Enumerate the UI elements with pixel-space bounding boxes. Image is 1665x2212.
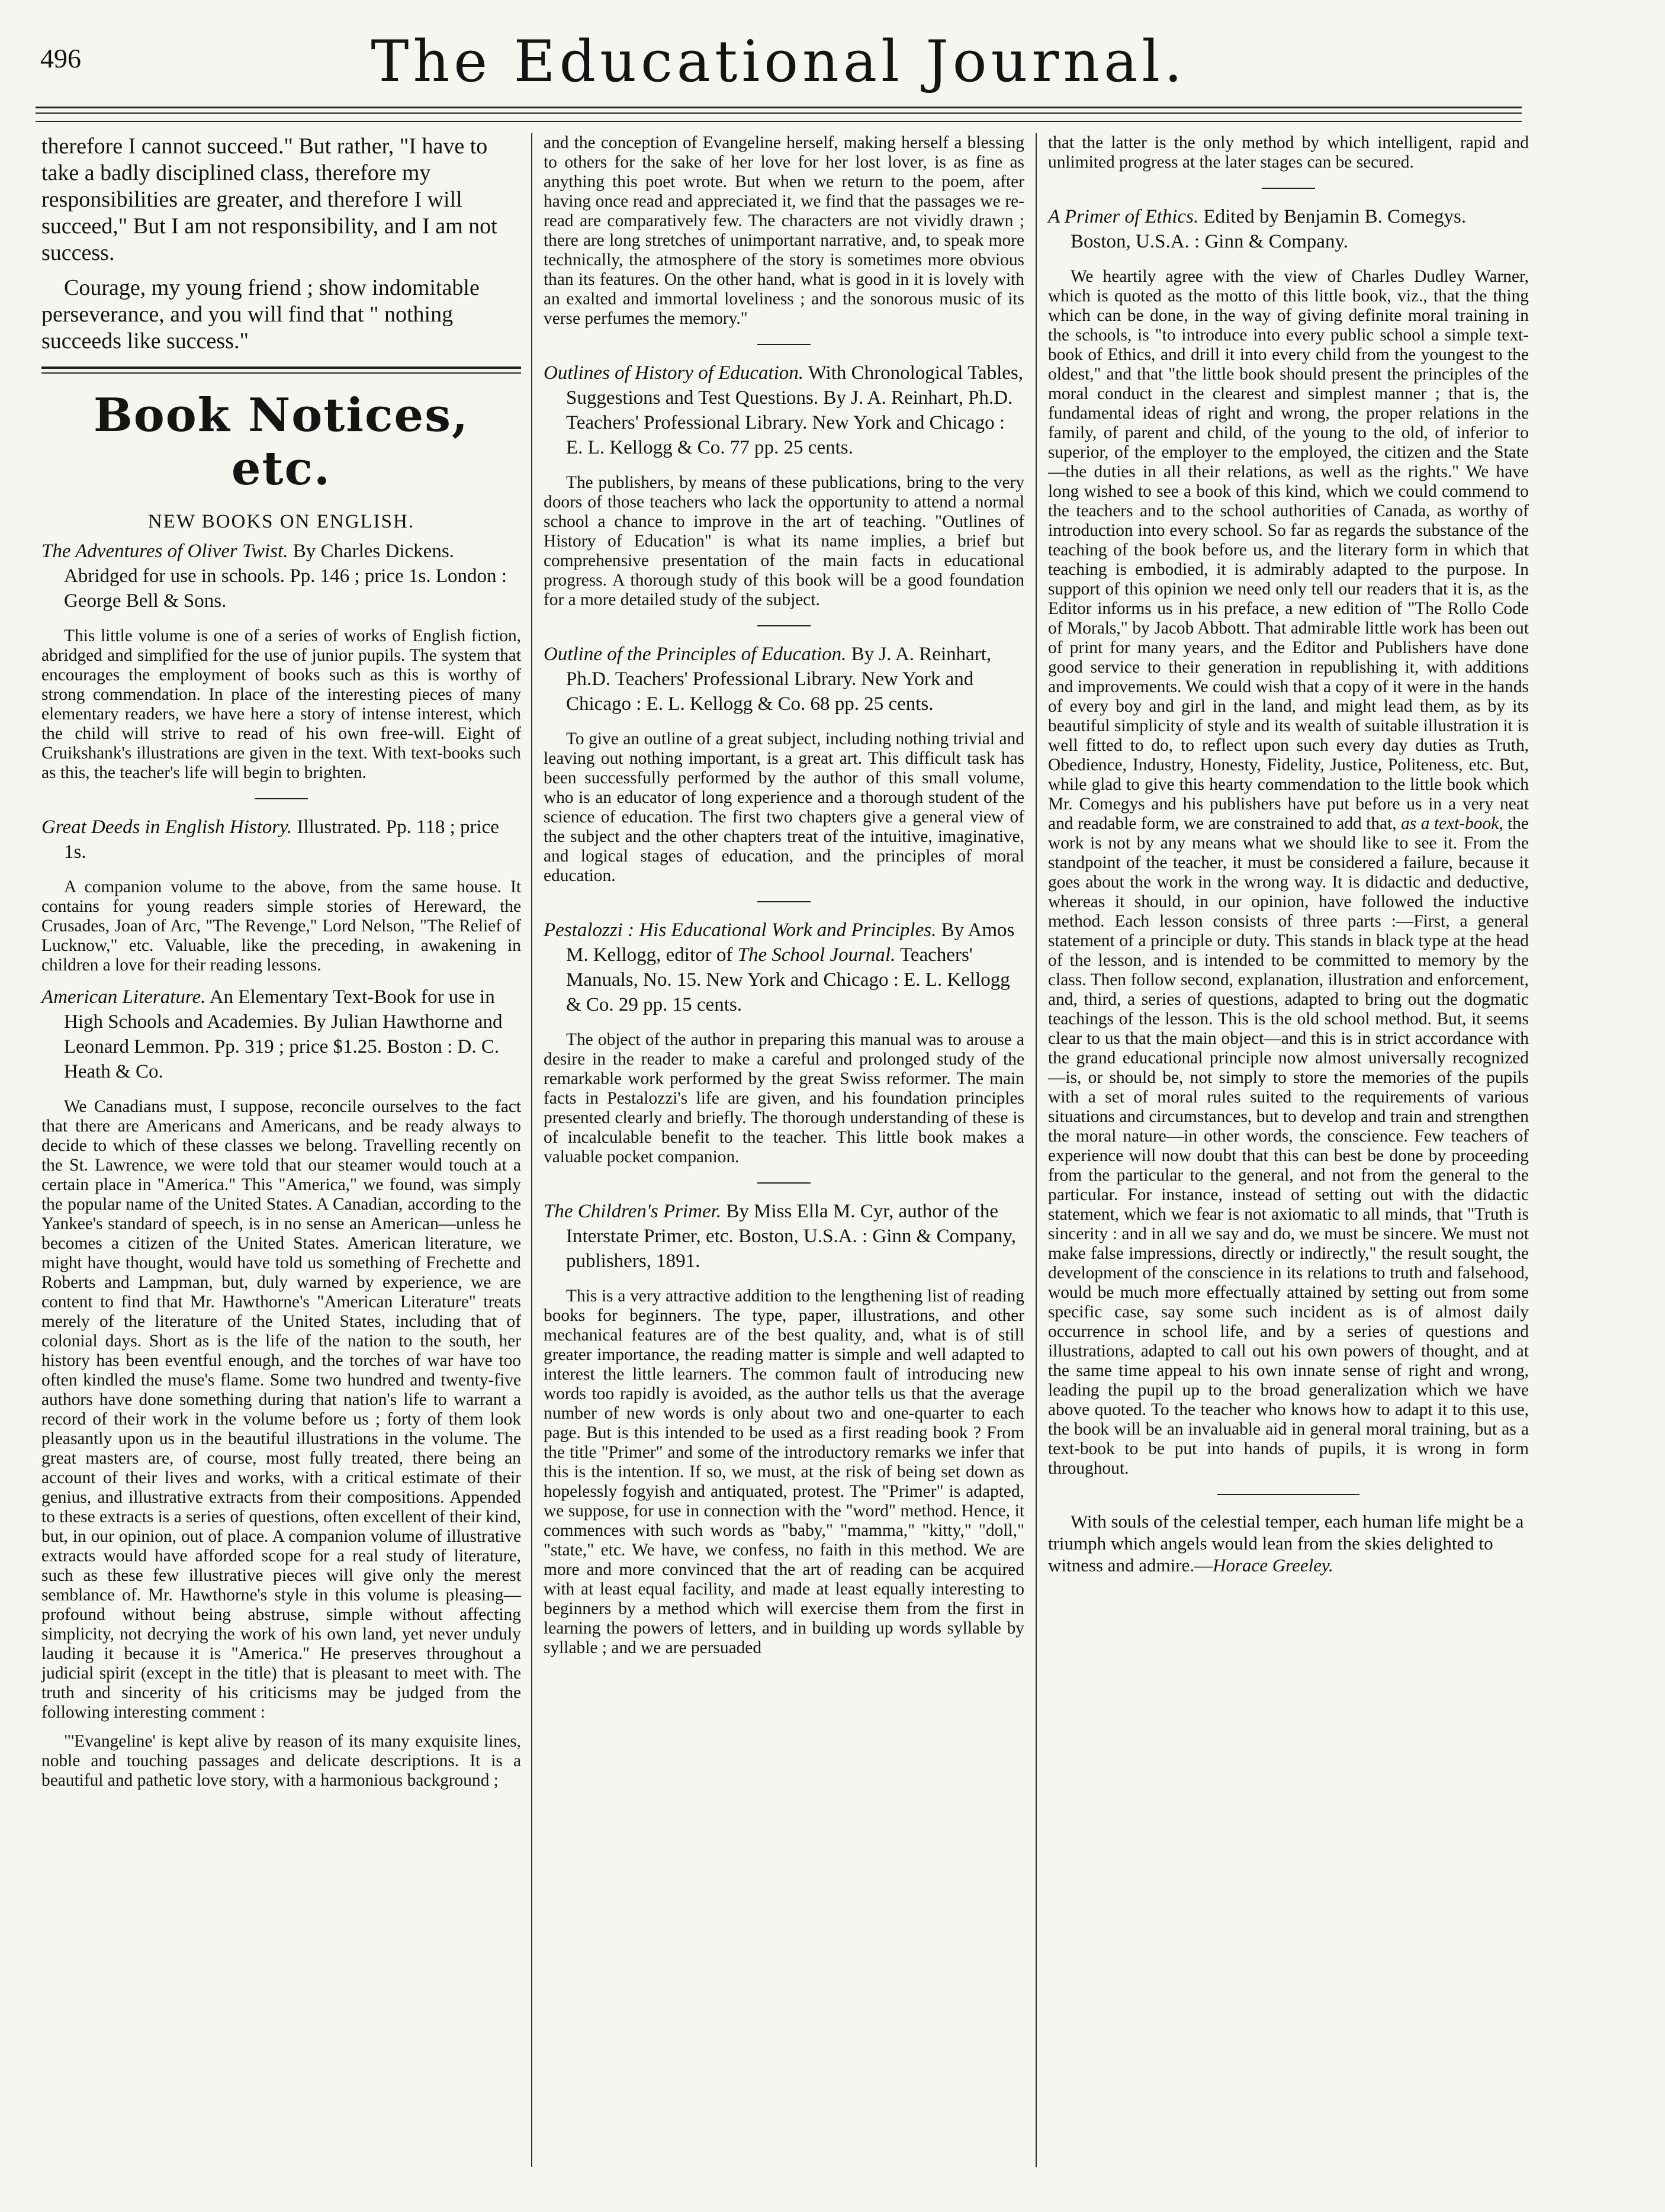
book-entry: [41, 539, 521, 613]
book-details: With Chronological Tables, Suggestions and Test Questions. By J. A. Reinhart, Ph.D. Teachers' Professional Library. New York and Chicago : E. L. Kellogg & Co. 77 pp. 25 cents.: [566, 362, 1023, 458]
review-paragraph: We Canadians must, I suppose, reconcile ourselves to the fact that there are Americans and Americans, and be ready always to decide to which of these classes we belong. Travelling recently on the St. Lawrence, we were told that our steamer would touch at a certain place in "America." This "America," we found, was simply the popular name of the United States. A Canadian, according to the Yankee's standard of speech, is in no sense an American—unless he becomes a citizen of the United States. American literature, we might have thought, would have told us something of Frechette and Roberts and Lampman, but, duly warned by experience, we are content to find that Mr. Hawthorne's "American Literature" treats merely of the literature of the United States, including that of colonial days. Short as is the life of the nation to the south, her history has been eventful enough, and the torches of war have too often kindled the muse's flame. Some two hundred and twenty-five authors have done something during that nation's life to warrant a record of their work in the volume before us ; forty of them look pleasantly upon us in the beautiful illustrations in the volume. The great masters are, of course, most fully treated, there being an account of their lives and works, with a critical estimate of their genius, and illustrative extracts from their compositions. Appended to these extracts is a series of questions, often excellent of their kind, but, in our opinion, out of place. A companion volume of illustrative extracts would have afforded scope for a real study of literature, such as these few illustrative pieces will give only the merest semblance of. Mr. Hawthorne's style in this volume is pleasing—profound without being abstruse, simple without affecting simplicity, not decrying the work of his own land, yet never unduly lauding it because it is "America." He preserves throughout a judicial spirit (except in the title) that is pleasant to meet with. The truth and sincerity of his criticisms may be judged from the following interesting comment :: [41, 1097, 521, 1722]
separator: [757, 1182, 811, 1184]
review-paragraph: This little volume is one of a series of works of English fiction, abridged and simplified for the use of junior pupils. The system that encourages the employment of books such as this is worthy of strong commendation. In place of the interesting pieces of many elementary readers, we have here a story of intense interest, which the child will strive to read of his own free-will. Eight of Cruikshank's illustrations are given in the text. With text-books such as this, the teacher's life will begin to brighten.: [41, 626, 521, 782]
book-entry: [41, 815, 521, 864]
separator: [1217, 1494, 1359, 1495]
book-details: By Amos M. Kellogg, editor of: [566, 919, 1015, 966]
book-details: By Charles Dickens. Abridged for use in schools. Pp. 146 ; price 1s. London : George Bell & Sons.: [64, 541, 507, 612]
header-rule-thin: [36, 112, 1522, 114]
review-paragraph: A companion volume to the above, from the same house. It contains for young readers simple stories of Hereward, the Crusades, Joan of Arc, "The Revenge," Lord Nelson, "The Relief of Lucknow," etc. Valuable, like the preceding, in awakening in children a love for their reading lessons.: [41, 877, 521, 975]
book-title: The Adventures of Oliver Twist.: [41, 541, 288, 562]
page-number: 496: [40, 43, 81, 73]
book-title: Outlines of History of Education.: [544, 362, 804, 384]
book-entry: [544, 361, 1024, 460]
book-details: An Elementary Text-Book for use in High Schools and Academies. By Julian Hawthorne and Leonard Lemmon. Pp. 319 ; price $1.25. Boston : D. C. Heath & Co.: [64, 986, 503, 1082]
emphasis-text: as a text-book,: [1401, 814, 1503, 833]
book-entry: [1048, 204, 1529, 254]
book-entry: [41, 985, 521, 1084]
book-title: Outline of the Principles of Education.: [544, 644, 847, 665]
section-title: Book Notices, etc.: [93, 388, 470, 496]
header-rule-thin-2: [36, 121, 1522, 122]
book-title: Pestalozzi : His Educational Work and Principles.: [544, 919, 937, 941]
quote-paragraph: "'Evangeline' is kept alive by reason of its many exquisite lines, noble and touching passages and delicate descriptions. It is a beautiful and pathetic love story, with a harmonious background ;: [41, 1732, 521, 1790]
masthead: The Educational Journal.: [371, 28, 1187, 95]
book-entry: [544, 1199, 1024, 1274]
book-details: By Miss Ella M. Cyr, author of the Interstate Primer, etc. Boston, U.S.A. : Ginn & Company, publishers, 1891.: [566, 1201, 1017, 1272]
review-paragraph: that the latter is the only method by which intelligent, rapid and unlimited progress at the later stages can be secured.: [1048, 133, 1529, 172]
subheading: NEW BOOKS ON ENGLISH.: [147, 511, 415, 532]
book-details: Edited by Benjamin B. Comegys. Boston, U.S.A. : Ginn & Company.: [1071, 206, 1467, 252]
quote-author: Horace Greeley.: [1213, 1555, 1333, 1576]
book-entry: [544, 642, 1024, 716]
separator: [757, 901, 811, 902]
section-rule: [41, 372, 521, 374]
separator: [757, 344, 811, 345]
review-paragraph: The object of the author in preparing this manual was to arouse a desire in the reader to make a careful and prolonged study of the remarkable work performed by the great Swiss reformer. The main facts in Pestalozzi's life are given, and his foundation principles presented clearly and briefly. The thorough understanding of these is of incalculable benefit to the teacher. This little book makes a valuable pocket companion.: [544, 1030, 1024, 1166]
column-2: [544, 133, 1024, 1667]
closing-quote: [1048, 1510, 1529, 1576]
separator: [757, 625, 811, 626]
review-paragraph: and the conception of Evangeline herself, making herself a blessing to others for the sake of her love for her lost lover, is as fine as anything this poet wrote. But when we return to the poem, after having once read and appreciated it, we find that the passages we re-read are comparatively few. The characters are not vividly drawn ; there are long stretches of unimportant narrative, and, to speak more technically, the atmosphere of the story is sometimes more obvious than its features. On the other hand, what is good in it is lovely with an exalted and immortal loveliness ; and the sonorous music of its verse perfumes the memory.": [544, 133, 1024, 328]
book-title: The Children's Primer.: [544, 1201, 722, 1222]
page-header: [36, 24, 1522, 112]
header-rule: [36, 107, 1522, 108]
review-paragraph: The publishers, by means of these publications, bring to the very doors of those teachers who lack the opportunity to attend a normal school a chance to improve in the art of teaching. "Outlines of History of Education" is what its name implies, a brief but comprehensive presentation of the main facts in educational progress. A thorough study of this book will be a good foundation for a more detailed study of the subject.: [544, 473, 1024, 609]
book-details: Illustrated. Pp. 118 ; price 1s.: [64, 816, 499, 863]
lede-paragraph: Courage, my young friend ; show indomitable perseverance, and you will find that " nothing succeeds like success.": [41, 275, 480, 353]
book-details: By J. A. Reinhart, Ph.D. Teachers' Professional Library. New York and Chicago : E. L. Kellogg & Co. 68 pp. 25 cents.: [566, 644, 992, 715]
review-paragraph: [1048, 267, 1529, 1478]
column-divider: [531, 133, 532, 2167]
separator: [255, 798, 308, 799]
review-text: We heartily agree with the view of Charles Dudley Warner, which is quoted as the motto of this little book, viz., that the thing which can be done, in the way of giving definite moral training in the schools, is "to introduce into every public school a simple text-book of Ethics, and drill it into every child from the youngest to the oldest," and that "the little book should present the principles of the moral conduct in the clearest and simplest manner ; that is, the fundamental ideas of right and wrong, the proper relations in the family, of parent and child, of the young to the old, of inferior to superior, of the employer to the employed, the citizen and the State—the duties in all their relations, as well as the rights." We have long wished to see a book of this kind, which we could commend to the teachers and to the school authorities of Canada, as worthy of introduction into every school. So far as regards the substance of the teaching of the book before us, and the literary form in which that teaching is embodied, it is admirably adapted to the purpose. In support of this opinion we need only tell our readers that it is, as the Editor informs us in his preface, a new edition of "The Rollo Code of Morals," by Jacob Abbott. That admirable little work has been out of print for many years, and the Editor and Publishers have done good service to their generation in republishing it, with additions and improvements. We could wish that a copy of it were in the hands of every boy and girl in the land, and might lead them, as by its beautiful simplicity of style and its wealth of suitable illustration it is well fitted to do, to reflect upon such every day duties as Truth, Obedience, Industry, Honesty, Fidelity, Justice, Politeness, etc. But, while glad to give this hearty commendation to the little book which Mr. Comegys and his publishers have put before us in a very neat and readable form, we are constrained to add that,: [1048, 267, 1529, 833]
quote-text: With souls of the celestial temper, each human life might be a triumph which angels would lean from the skies delighted to witness and admire.—: [1048, 1511, 1524, 1576]
review-paragraph: To give an outline of a great subject, including nothing trivial and leaving out nothing important, is a great art. This difficult task has been successfully performed by the author of this small volume, who is an educator of long experience and a thorough student of the science of education. The first two chapters give a general view of the subject and the other chapters treat of the intuitive, imaginative, and logical stages of education, and the principles of moral education.: [544, 729, 1024, 885]
column-divider: [1036, 133, 1037, 2167]
review-text: the work is not by any means what we should like to see it. From the standpoint of the teacher, it must be considered a failure, because it goes about the work in the wrong way. It is didactic and deductive, whereas it should, in our opinion, have followed the inductive method. Each lesson consists of three parts :—First, a general statement of a principle or duty. This stands in black type at the head of the lesson, and is intended to be committed to memory by the class. Then follow second, explanation, illustration and enforcement, and, third, a series of questions, adapted to bring out the dogmatic teachings of the lesson. This is the old school method. But, it seems clear to us that the main object—and this is in strict accordance with the grand educational principle now almost universally recognized—is, or should be, not simply to store the memories of the pupils with a set of moral rules suited to the requirements of various situations and circumstances, but to develop and train and strengthen the moral nature—in other words, the conscience. Few teachers of experience will now doubt that this can best be done by proceeding from the particular to the general, and not from the general to the particular. For instance, instead of setting out with the didactic statement, which we fear is not axiomatic to all minds, that "Truth is sincerity : and in all we say and do, we must be sincere. We must not make false impressions, directly or indirectly," the result sought, the development of the conscience in its relations to truth and falsehood, would be much more effectually attained by setting out from some specific case, say some such incident as is of almost daily occurrence in school life, and by a series of questions and illustrations, adapted to call out his own powers of thought, and at the same time appeal to his own innate sense of right and wrong, leading the pupil up to the broad generalization which we have above quoted. To the teacher who knows how to adapt it to this use, the book will be an invaluable aid in general moral training, but as a text-book to be put into hands of pupils, it is wrong in form throughout.: [1048, 814, 1529, 1478]
book-entry: [544, 918, 1024, 1017]
separator: [1262, 188, 1315, 189]
review-paragraph: This is a very attractive addition to the lengthening list of reading books for beginners. The type, paper, illustrations, and other mechanical features are of the best quality, and, what is of still greater importance, the reading matter is simple and well adapted to interest the little learners. The common fault of introducing new words too rapidly is avoided, as the author tells us that the average number of new words is only about two and one-quarter to each page. But is this intended to be used as a first reading book ? From the title "Primer" and some of the introductory remarks we infer that this is the intention. If so, we must, at the risk of being set down as hopelessly fogyish and antiquated, protest. The "Primer" is adapted, we suppose, for use in connection with the "word" method. Hence, it commences with such words as "baby," "mamma," "kitty," "doll," "state," etc. We have, we confess, no faith in this method. We are more and more convinced that the art of reading can be acquired with at least equal facility, and made at least equally interesting to beginners by a method which will exercise them from the first in learning the powers of letters, and in building up words syllable by syllable ; and we are persuaded: [544, 1287, 1024, 1657]
lede-paragraph: therefore I cannot succeed." But rather, "I have to take a badly disciplined class, therefore my responsibilities are greater, and therefore I will succeed," But I am not responsibility, and I am not success.: [41, 134, 497, 265]
book-details: Teachers' Manuals, No. 15. New York and Chicago : E. L. Kellogg & Co. 29 pp. 15 cents.: [566, 944, 1010, 1015]
column-3: [1048, 133, 1529, 1586]
book-title: American Literature.: [41, 986, 206, 1008]
journal-title: The School Journal.: [737, 944, 896, 966]
section-rule: [41, 366, 521, 369]
column-1: [41, 133, 521, 1800]
book-title: Great Deeds in English History.: [41, 816, 292, 838]
book-title: A Primer of Ethics.: [1048, 206, 1199, 227]
